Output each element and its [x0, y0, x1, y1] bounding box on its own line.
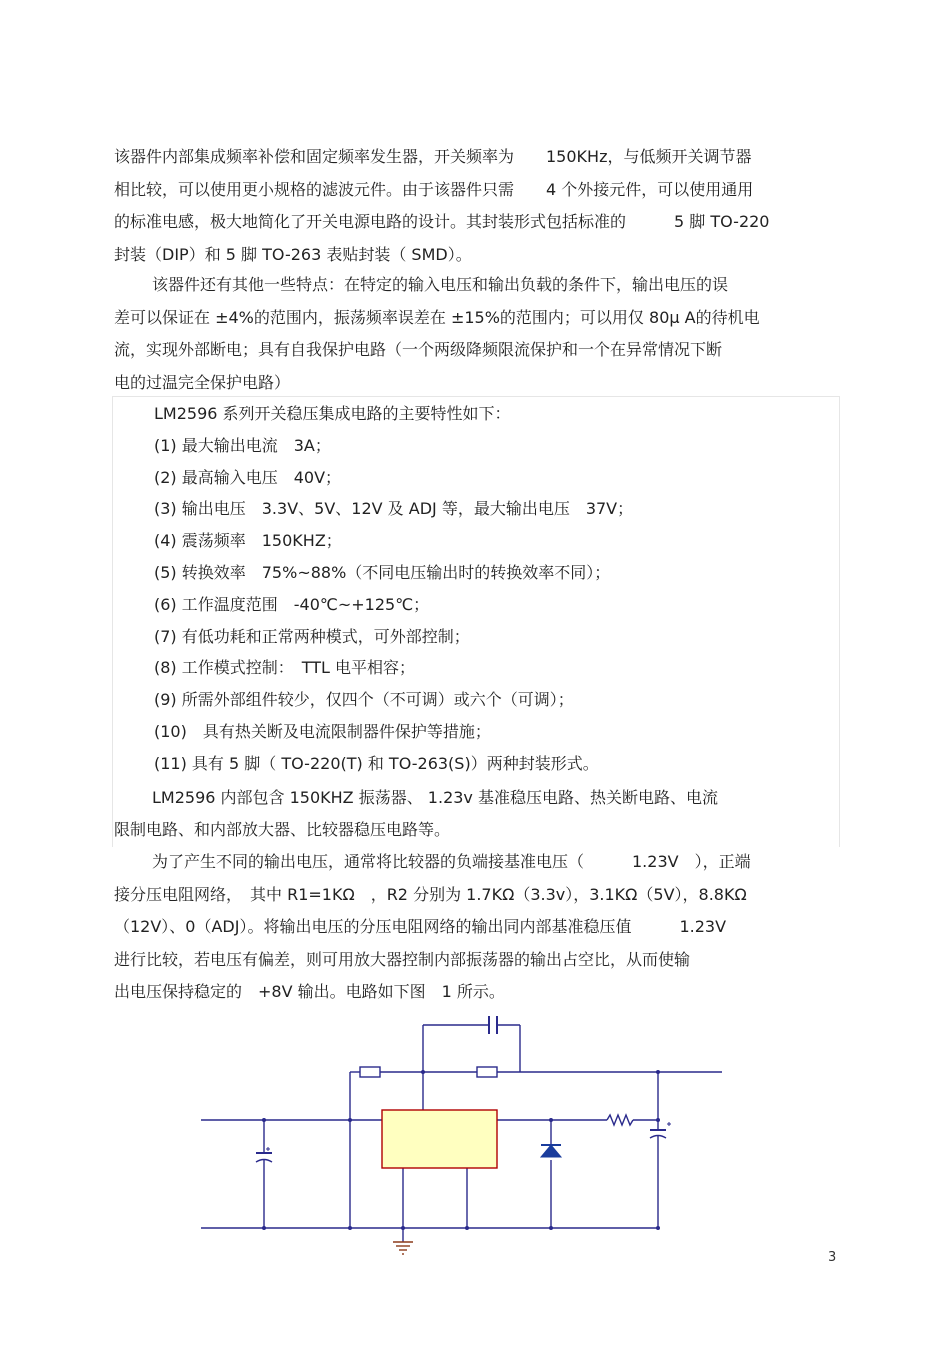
spec-item: (3) 输出电压 3.3V、5V、12V 及 ADJ 等，最大输出电压 37V； — [154, 499, 634, 519]
text-line: 该器件还有其他一些特点：在特定的输入电压和输出负载的条件下，输出电压的误 — [152, 275, 729, 294]
junction-dot — [549, 1118, 553, 1122]
spec-item: (9) 所需外部组件较少，仅四个（不可调）或六个（可调）； — [154, 690, 574, 710]
text-line: 进行比较，若电压有偏差，则可用放大器控制内部振荡器的输出占空比，从而使输 — [114, 949, 691, 969]
junction-dot — [401, 1226, 405, 1230]
spec-item: (6) 工作温度范围 -40℃~+125℃； — [154, 594, 430, 614]
text-line: 该器件内部集成频率补偿和固定频率发生器，开关频率为 150KHz，与低频开关调节器 — [114, 147, 752, 166]
ground-icon — [393, 1242, 413, 1254]
junction-dot — [262, 1118, 266, 1122]
text-line: 流，实现外部断电；具有自我保护电路（一个两级降频限流保护和一个在异常情况下断 — [114, 340, 723, 359]
circuit-diagram — [195, 1010, 735, 1255]
paragraph-output-voltage — [114, 846, 839, 1009]
paragraph-features — [114, 269, 839, 399]
junction-dot — [656, 1118, 660, 1122]
inductor — [607, 1115, 633, 1125]
spec-title: LM2596 系列开关稳压集成电路的主要特性如下： — [154, 404, 511, 423]
spec-list — [154, 398, 838, 780]
regulator-ic — [382, 1110, 497, 1168]
text-line: （12V）、0（ADJ）。将输出电压的分压电阻网络的输出同内部基准稳压值 1.23V — [114, 917, 727, 936]
junction-dot — [656, 1226, 660, 1230]
text-line: 出电压保持稳定的 +8V 输出。电路如下图 1 所示。 — [114, 982, 505, 1001]
text-line: 电的过温完全保护电路） — [114, 372, 291, 392]
junction-dot — [549, 1226, 553, 1230]
spec-item: (11) 具有 5 脚（ TO-220(T) 和 TO-263(S)）两种封装形式。 — [154, 753, 599, 773]
diode — [541, 1145, 561, 1157]
junction-dot — [421, 1070, 425, 1074]
spec-item: (7) 有低功耗和正常两种模式，可外部控制； — [154, 626, 470, 646]
text-line: 接分压电阻网络， 其中 R1=1KΩ ，R2 分别为 1.7KΩ（3.3v），3.1KΩ（5V），8.8KΩ — [114, 884, 747, 904]
text-line: 封装（DIP）和 5 脚 TO-263 表贴封装（ SMD）。 — [114, 244, 472, 264]
spec-item: (10) 具有热关断及电流限制器件保护等措施； — [154, 721, 491, 741]
spec-item: (1) 最大输出电流 3A； — [154, 435, 331, 455]
text-line: 为了产生不同的输出电压，通常将比较器的负端接基准电压（ 1.23V ），正端 — [152, 852, 751, 871]
spec-item: (2) 最高输入电压 40V； — [154, 467, 342, 487]
resistor — [360, 1067, 380, 1077]
spec-item: (8) 工作模式控制： TTL 电平相容； — [154, 658, 416, 678]
page-number: 3 — [828, 1250, 837, 1265]
junction-dot — [348, 1226, 352, 1230]
text-line: 限制电路、和内部放大器、比较器稳压电路等。 — [114, 819, 451, 839]
junction-dot — [656, 1070, 660, 1074]
text-line: LM2596 内部包含 150KHZ 振荡器、 1.23v 基准稳压电路、热关断电路、电流 — [152, 788, 718, 807]
text-line: 相比较，可以使用更小规格的滤波元件。由于该器件只需 4 个外接元件，可以使用通用 — [114, 179, 754, 199]
text-line: 的标准电感，极大地简化了开关电源电路的设计。其封装形式包括标准的 5 脚 TO-220 — [114, 212, 770, 231]
spec-item: (5) 转换效率 75%~88%（不同电压输出时的转换效率不同）； — [154, 562, 611, 582]
resistor — [477, 1067, 497, 1077]
junction-dot — [348, 1118, 352, 1122]
junction-dot — [465, 1226, 469, 1230]
paragraph-intro — [114, 141, 839, 271]
spec-item: (4) 震荡频率 150KHZ； — [154, 531, 342, 551]
junction-dot — [262, 1226, 266, 1230]
paragraph-internal — [114, 782, 839, 846]
text-line: 差可以保证在 ±4%的范围内，振荡频率误差在 ±15%的范围内；可以用仅 80μ A的待机电 — [114, 307, 760, 327]
